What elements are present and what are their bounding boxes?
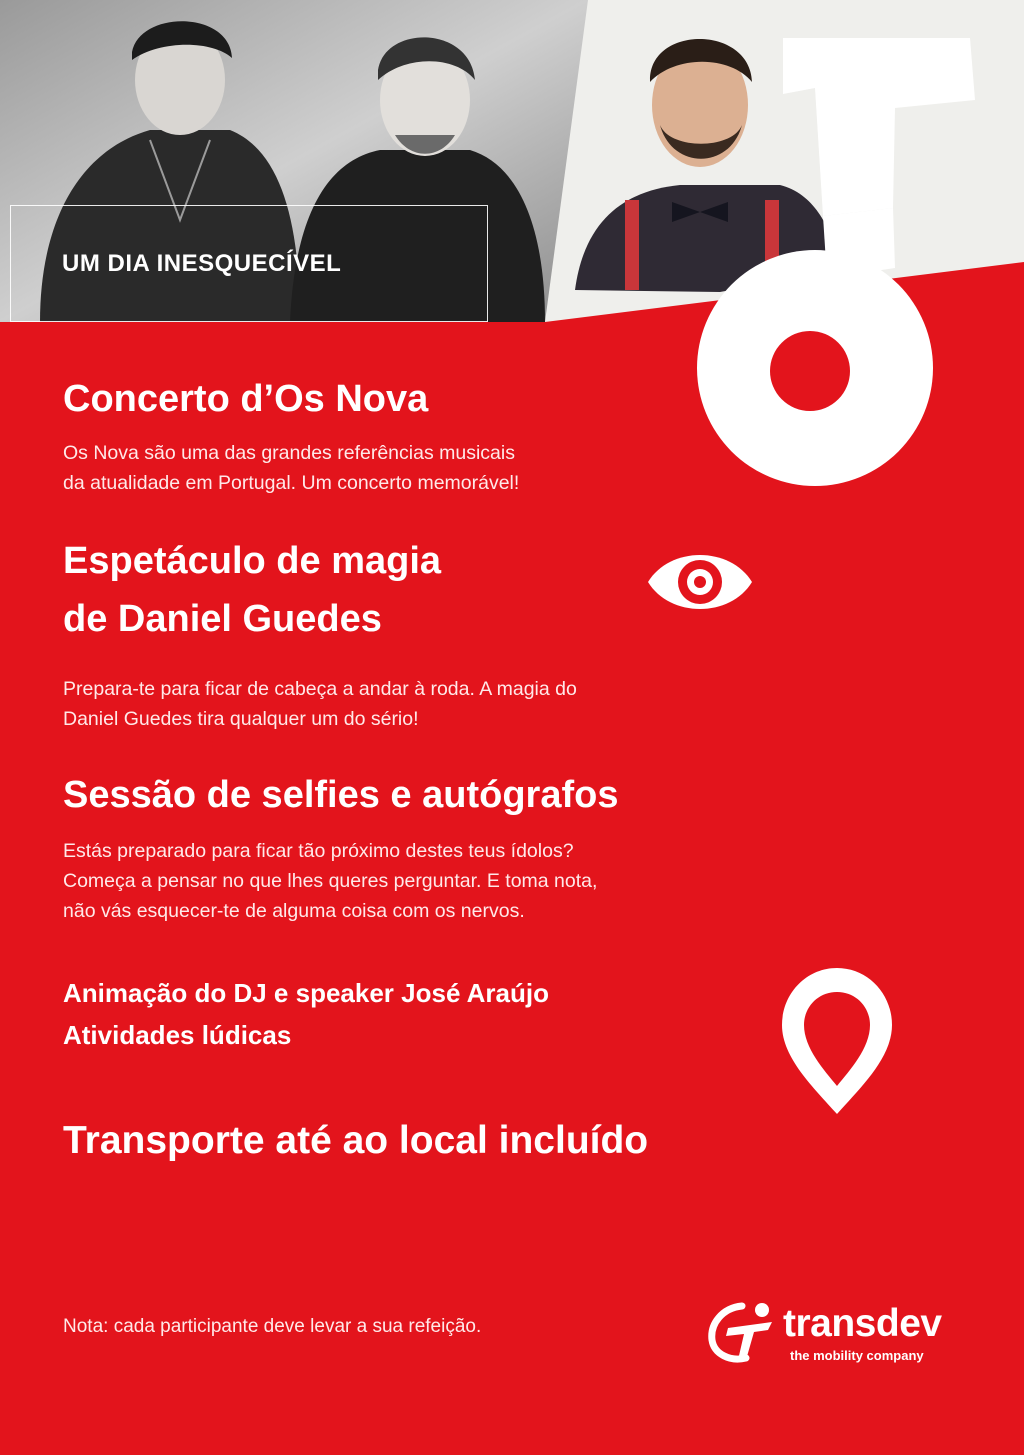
transdev-logo-icon <box>706 1300 780 1364</box>
extra-dj: Animação do DJ e speaker José Araújo <box>63 978 550 1008</box>
event-desc-selfies: Estás preparado para ficar tão próximo destes teus ídolos? Começa a pensar no que lhes queres perguntar. E toma nota, não vás esquecer-te de alguma coisa com os nervos. <box>63 840 598 922</box>
transport-headline: Transporte até ao local incluído <box>63 1119 649 1162</box>
music-note-icon <box>695 28 985 508</box>
transdev-logo <box>706 1298 976 1370</box>
logo-wordmark: transdev <box>783 1302 942 1345</box>
footer-note: Nota: cada participante deve levar a sua refeição. <box>63 1316 482 1337</box>
event-title-magic: Espetáculo de magia de Daniel Guedes <box>63 540 442 640</box>
extras-list <box>63 972 549 1056</box>
event-desc-concert: Os Nova são uma das grandes referências musicais da atualidade em Portugal. Um concerto memorável! <box>63 442 520 494</box>
location-pin-icon <box>776 962 898 1120</box>
eye-icon <box>644 540 756 622</box>
event-title-selfies: Sessão de selfies e autógrafos <box>63 774 619 816</box>
extra-activities: Atividades lúdicas <box>63 1020 292 1050</box>
logo-tagline: the mobility company <box>790 1348 924 1363</box>
event-desc-magic: Prepara-te para ficar de cabeça a andar à roda. A magia do Daniel Guedes tira qualquer um do sério! <box>63 678 577 730</box>
event-title-concert: Concerto d’Os Nova <box>63 378 429 420</box>
page-title: UM DIA INESQUECÍVEL <box>62 250 342 277</box>
